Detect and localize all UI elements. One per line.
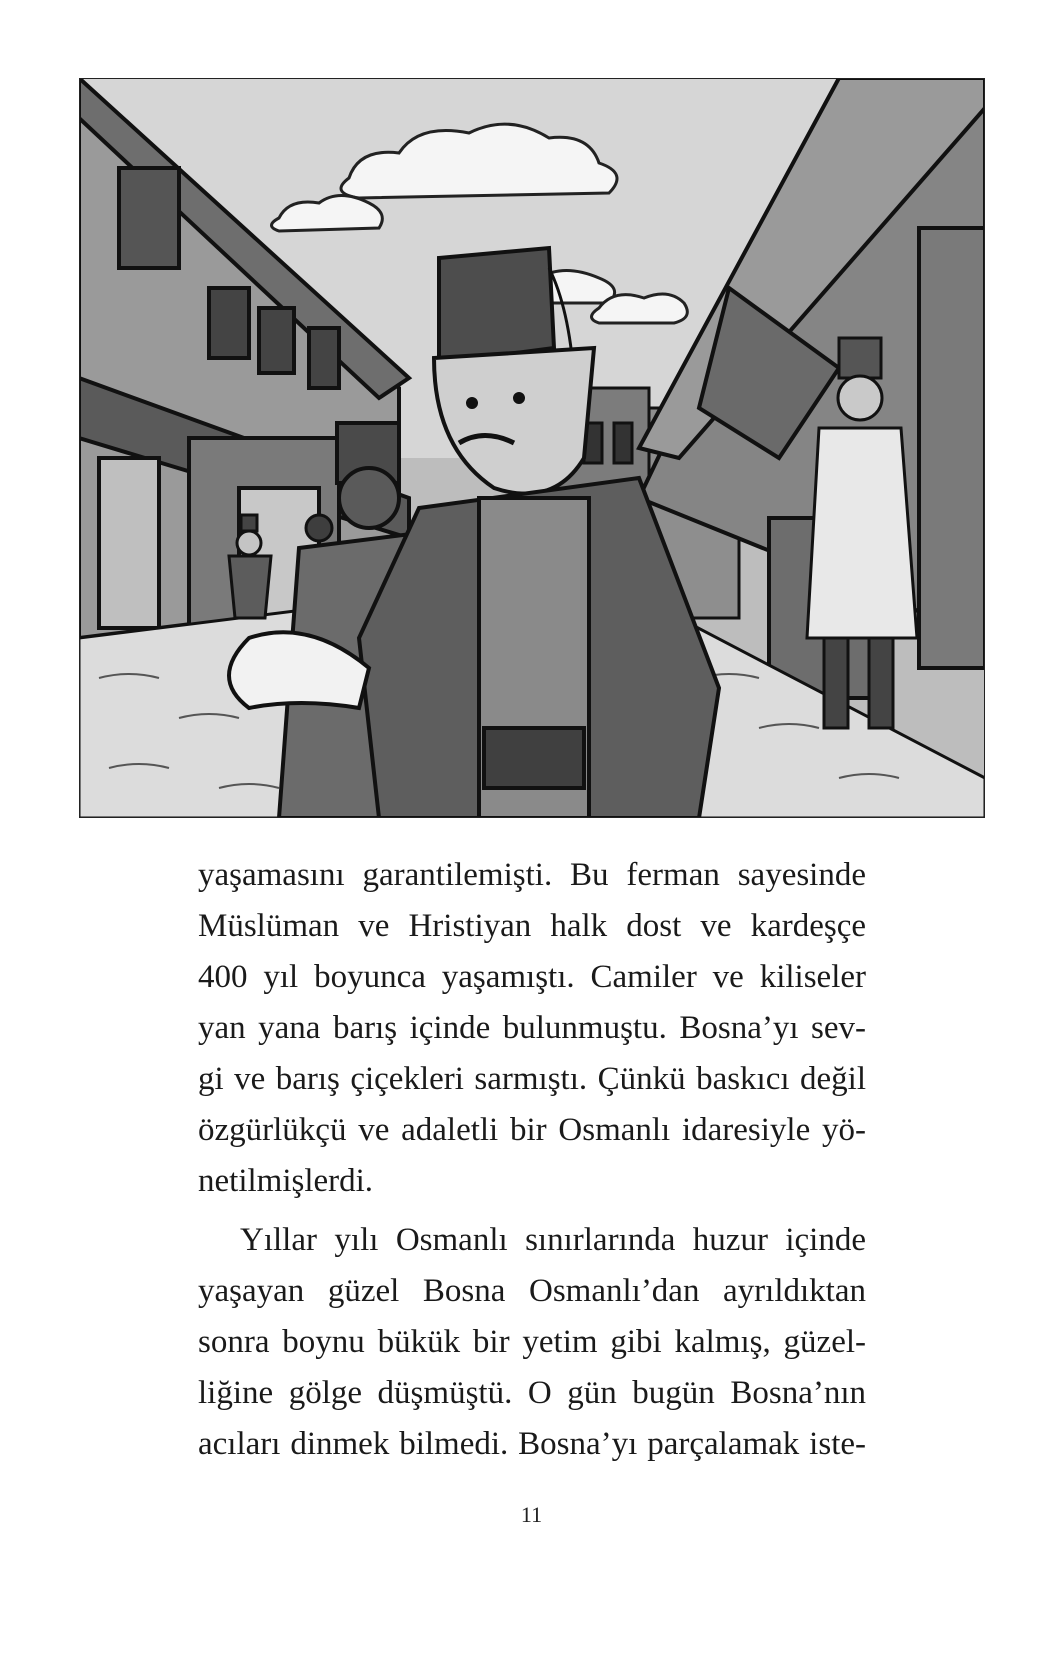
text-line: yaşayan güzel Bosna Osmanlı’dan ayrıldıktan (198, 1273, 866, 1309)
text-line: Müslüman ve Hristiyan halk dost ve kardeşçe (198, 908, 866, 944)
text-line: yan yana barış içinde bulunmuştu. Bosna’yı sev- (198, 1010, 866, 1046)
paragraph-2 (198, 1215, 866, 1470)
text-line: sonra boynu bükük bir yetim gibi kalmış, güzel- (198, 1324, 866, 1360)
text-line: gi ve barış çiçekleri sarmıştı. Çünkü baskıcı değil (198, 1061, 866, 1097)
body-text (198, 850, 866, 1470)
illustration-svg (79, 78, 985, 818)
paragraph-1 (198, 850, 866, 1207)
text-line: yaşamasını garantilemişti. Bu ferman sayesinde (198, 857, 866, 893)
street-scene-illustration (79, 78, 985, 818)
text-line: acıları dinmek bilmedi. Bosna’yı parçalamak iste- (198, 1426, 866, 1462)
text-line: özgürlükçü ve adaletli bir Osmanlı idaresiyle yö- (198, 1112, 866, 1148)
text-line: 400 yıl boyunca yaşamıştı. Camiler ve kiliseler (198, 959, 866, 995)
text-line: Yıllar yılı Osmanlı sınırlarında huzur içinde (240, 1222, 866, 1258)
page-number: 11 (520, 1502, 543, 1527)
text-line: liğine gölge düşmüştü. O gün bugün Bosna’nın (198, 1375, 866, 1411)
text-line: netilmişlerdi. (198, 1163, 374, 1199)
